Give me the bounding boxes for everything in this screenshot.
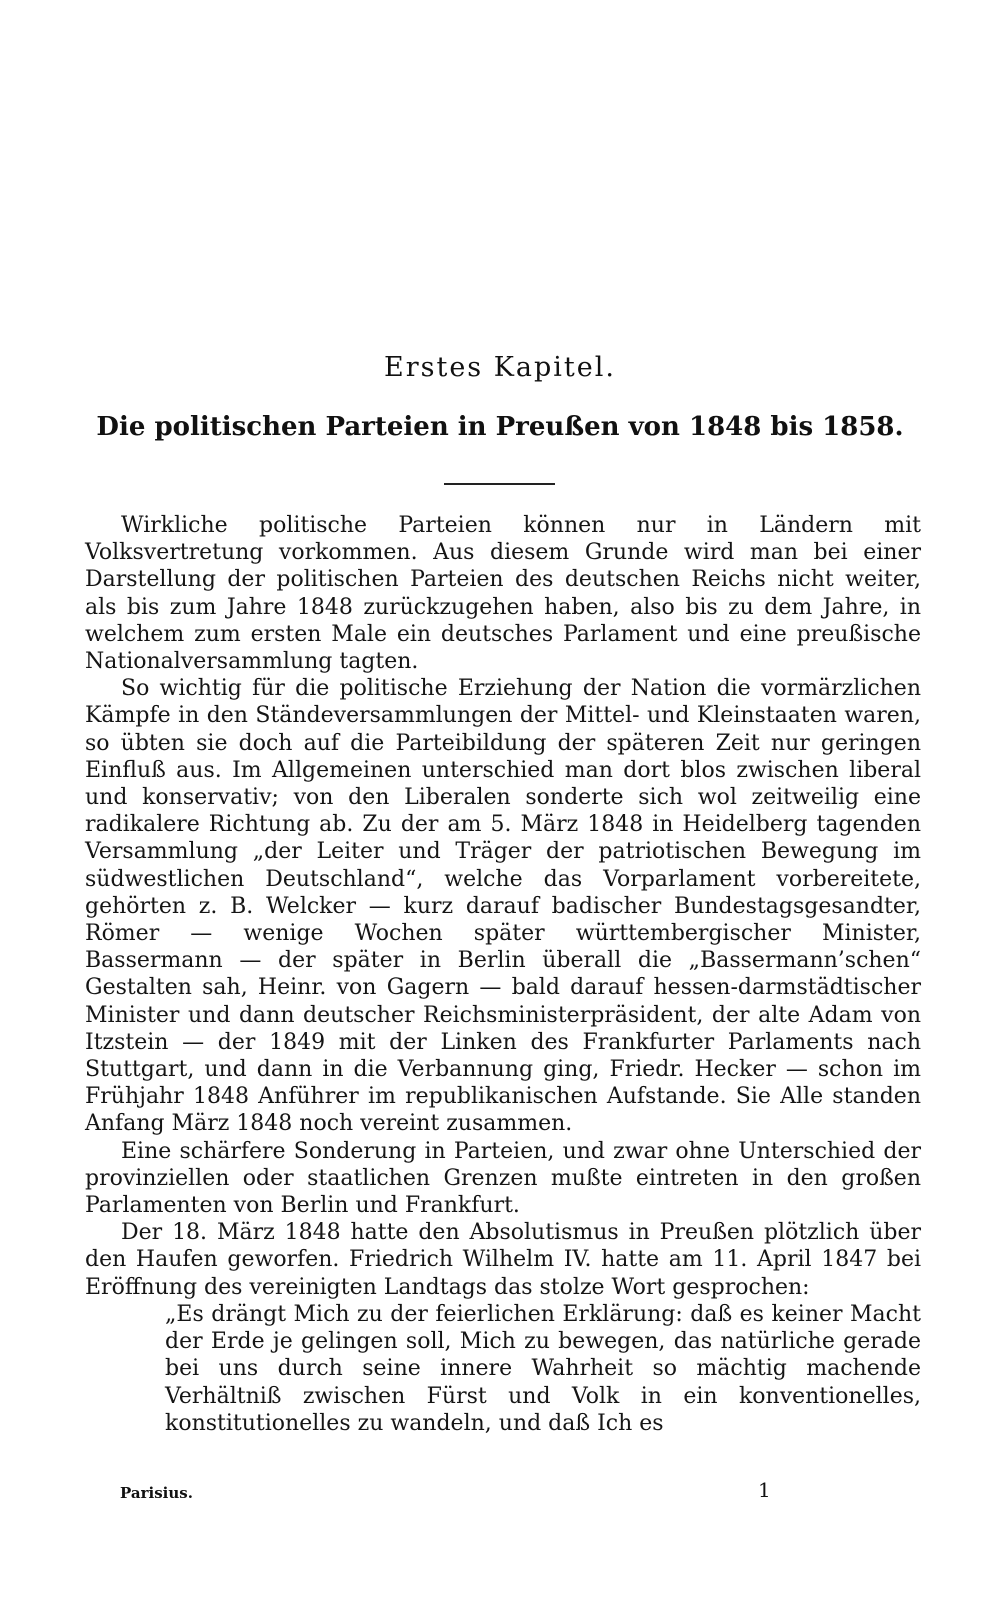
body-text	[85, 512, 921, 1437]
chapter-title: Die politischen Parteien in Preußen von 1848 bis 1858.	[96, 412, 904, 442]
footer-signature: Parisius.	[120, 1484, 193, 1502]
quotation: „Es drängt Mich zu der feierlichen Erklärung: daß es keiner Macht der Erde je gelingen soll, Mich zu bewegen, das natürliche gerade bei uns durch seine innere Wahrheit so mächtig machende Verhältniß zwischen Fürst und Volk in ein konventionelles, konstitutionelles zu wandeln, und daß Ich es	[165, 1301, 921, 1436]
paragraph-3: Eine schärfere Sonderung in Parteien, und zwar ohne Unterschied der provinziellen oder staatlichen Grenzen mußte eintreten in den großen Parlamenten von Berlin und Frankfurt.	[85, 1138, 921, 1219]
paragraph-1: Wirkliche politische Parteien können nur in Ländern mit Volksvertretung vorkommen. Aus diesem Grunde wird man bei einer Darstellung der politischen Parteien des deutschen Reichs nicht weiter, als bis zum Jahre 1848 zurückzugehen haben, also bis zu dem Jahre, in welchem zum ersten Male ein deutsches Parlament und eine preußische Nationalversammlung tagten.	[85, 513, 921, 675]
chapter-heading: Erstes Kapitel.	[384, 352, 616, 383]
paragraph-2: So wichtig für die politische Erziehung der Nation die vormärzlichen Kämpfe in den Ständeversammlungen der Mittel- und Kleinstaaten waren, so übten sie doch auf die Parteibildung der späteren Zeit nur geringen Einfluß aus. Im Allgemeinen unterschied man dort blos zwischen liberal und konservativ; von den Liberalen sonderte sich wol zeitweilig eine radikalere Richtung ab. Zu der am 5. März 1848 in Heidelberg tagenden Versammlung „der Leiter und Träger der patriotischen Bewegung im südwestlichen Deutschland“, welche das Vorparlament vorbereitete, gehörten z. B. Welcker — kurz darauf badischer Bundestagsgesandter, Römer — wenige Wochen später württembergischer Minister, Bassermann — der später in Berlin überall die „Bassermann’schen“ Gestalten sah, Heinr. von Gagern — bald darauf hessen-darmstädtischer Minister und dann deutscher Reichsministerpräsident, der alte Adam von Itzstein — der 1849 mit der Linken des Frankfurter Parlaments nach Stuttgart, und dann in die Verbannung ging, Friedr. Hecker — schon im Frühjahr 1848 Anführer im republikanischen Aufstande. Sie Alle standen Anfang März 1848 noch vereint zusammen.	[85, 676, 921, 1137]
paragraph-4: Der 18. März 1848 hatte den Absolutismus in Preußen plötzlich über den Haufen geworfen. Friedrich Wilhelm IV. hatte am 11. April 1847 bei Eröffnung des vereinigten Landtags das stolze Wort gesprochen:	[85, 1220, 921, 1300]
title-divider	[444, 483, 555, 485]
page-number: 1	[758, 1478, 771, 1502]
